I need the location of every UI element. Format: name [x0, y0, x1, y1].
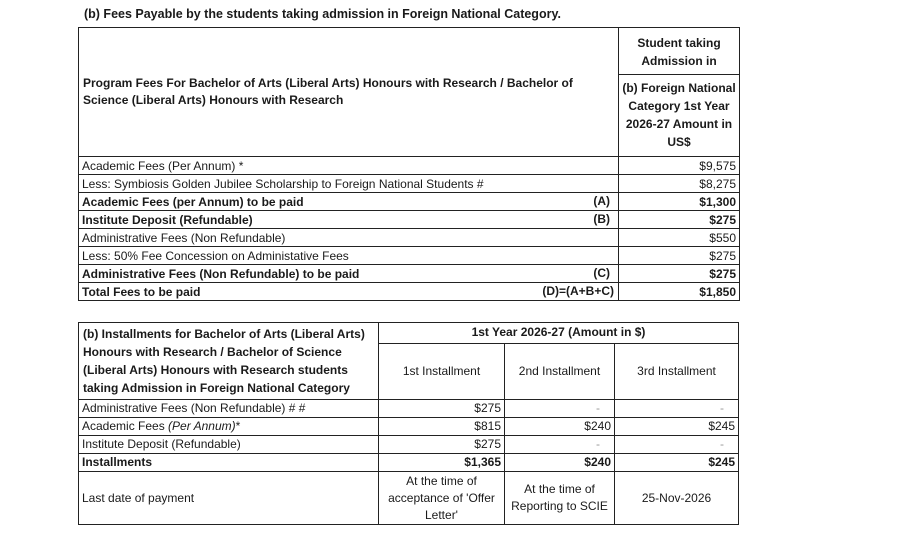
last-date-2nd: At the time of Reporting to SCIE	[505, 472, 615, 525]
installment-label-italic: (Per Annum)	[168, 419, 236, 433]
fee-label: Administrative Fees (Non Refundable)	[82, 230, 286, 245]
last-date-1st: At the time of acceptance of 'Offer Letter'	[379, 472, 505, 525]
column-1st-installment: 1st Installment	[379, 343, 505, 399]
installment-3-amount: $245	[615, 418, 739, 436]
fee-label: Administrative Fees (Non Refundable) to be paid	[82, 266, 360, 281]
fee-label-cell	[79, 157, 619, 175]
fee-label: Academic Fees (per Annum) to be paid	[82, 194, 304, 209]
fee-tag: (C)	[593, 266, 610, 280]
installment-label	[79, 418, 379, 436]
installment-row	[79, 454, 739, 472]
fee-row	[79, 211, 740, 229]
installment-label	[79, 436, 379, 454]
installment-row	[79, 418, 739, 436]
header-right-top: Student taking Admission in	[637, 35, 721, 68]
fee-amount: $275	[619, 247, 740, 265]
fee-row	[79, 229, 740, 247]
installment-label	[79, 454, 379, 472]
installment-row	[79, 400, 739, 418]
installment-label-text: Installments	[82, 455, 153, 469]
fee-amount: $1,850	[619, 283, 740, 301]
program-title: Program Fees For Bachelor of Arts (Liberal Arts) Honours with Research / Bachelor of Science (Liberal Arts) Honours with Research	[79, 28, 619, 157]
installment-1-amount: $1,365	[379, 454, 505, 472]
installment-label	[79, 400, 379, 418]
fee-label-cell	[79, 283, 619, 301]
installment-label-text: Institute Deposit (Refundable)	[82, 437, 241, 451]
header-right-bottom: (b) Foreign National Category 1st Year 2026-27 Amount in US$	[619, 74, 739, 151]
section-heading: (b) Fees Payable by the students taking admission in Foreign National Category.	[84, 7, 561, 21]
installment-label-text: Academic Fees	[82, 419, 169, 433]
fee-tag: (D)=(A+B+C)	[542, 284, 614, 298]
installment-1-amount: $275	[379, 400, 505, 418]
fee-row	[79, 265, 740, 283]
installment-1-amount: $275	[379, 436, 505, 454]
installment-row	[79, 436, 739, 454]
installments-year-row	[79, 323, 739, 344]
fee-label: Less: 50% Fee Concession on Administative Fees	[82, 248, 349, 263]
fee-label-cell	[79, 247, 619, 265]
installment-label-text: Administrative Fees (Non Refundable) # #	[82, 401, 306, 415]
installment-2-amount: -	[505, 436, 615, 454]
fee-amount: $9,575	[619, 157, 740, 175]
installment-3-amount: $245	[615, 454, 739, 472]
column-2nd-installment: 2nd Installment	[505, 343, 615, 399]
fee-row	[79, 247, 740, 265]
installment-3-amount: -	[615, 436, 739, 454]
last-date-row	[79, 472, 739, 525]
installment-2-amount: $240	[505, 454, 615, 472]
fees-header-row	[79, 28, 740, 157]
installment-2-amount: -	[505, 400, 615, 418]
fee-label-cell	[79, 265, 619, 283]
fee-amount: $1,300	[619, 193, 740, 211]
fee-label: Less: Symbiosis Golden Jubilee Scholarship to Foreign National Students #	[82, 176, 484, 191]
fee-row	[79, 157, 740, 175]
fee-tag: (A)	[593, 194, 610, 208]
fee-label: Institute Deposit (Refundable)	[82, 212, 253, 227]
fee-label-cell	[79, 175, 619, 193]
fee-amount: $275	[619, 211, 740, 229]
fee-row	[79, 175, 740, 193]
fee-label-cell	[79, 211, 619, 229]
fees-payable-table	[78, 27, 740, 301]
fee-amount: $8,275	[619, 175, 740, 193]
year-header: 1st Year 2026-27 (Amount in $)	[379, 323, 739, 344]
fee-label-cell	[79, 193, 619, 211]
fee-label: Academic Fees (Per Annum) *	[82, 158, 244, 173]
installment-3-amount: -	[615, 400, 739, 418]
installments-title: (b) Installments for Bachelor of Arts (Liberal Arts) Honours with Research / Bachelor of Science (Liberal Arts) Honours with Research students taking Admission in Foreign National Category	[79, 323, 379, 400]
fee-label: Total Fees to be paid	[82, 284, 201, 299]
last-date-3rd: 25-Nov-2026	[615, 472, 739, 525]
amount-column-header	[619, 28, 740, 157]
fee-row	[79, 283, 740, 301]
fee-amount: $275	[619, 265, 740, 283]
installment-2-amount: $240	[505, 418, 615, 436]
installment-1-amount: $815	[379, 418, 505, 436]
fee-tag: (B)	[593, 212, 610, 226]
last-date-label: Last date of payment	[79, 472, 379, 525]
installments-table	[78, 322, 739, 525]
fee-row	[79, 193, 740, 211]
fee-amount: $550	[619, 229, 740, 247]
fee-label-cell	[79, 229, 619, 247]
installment-label-suffix: *	[235, 419, 241, 433]
column-3rd-installment: 3rd Installment	[615, 343, 739, 399]
